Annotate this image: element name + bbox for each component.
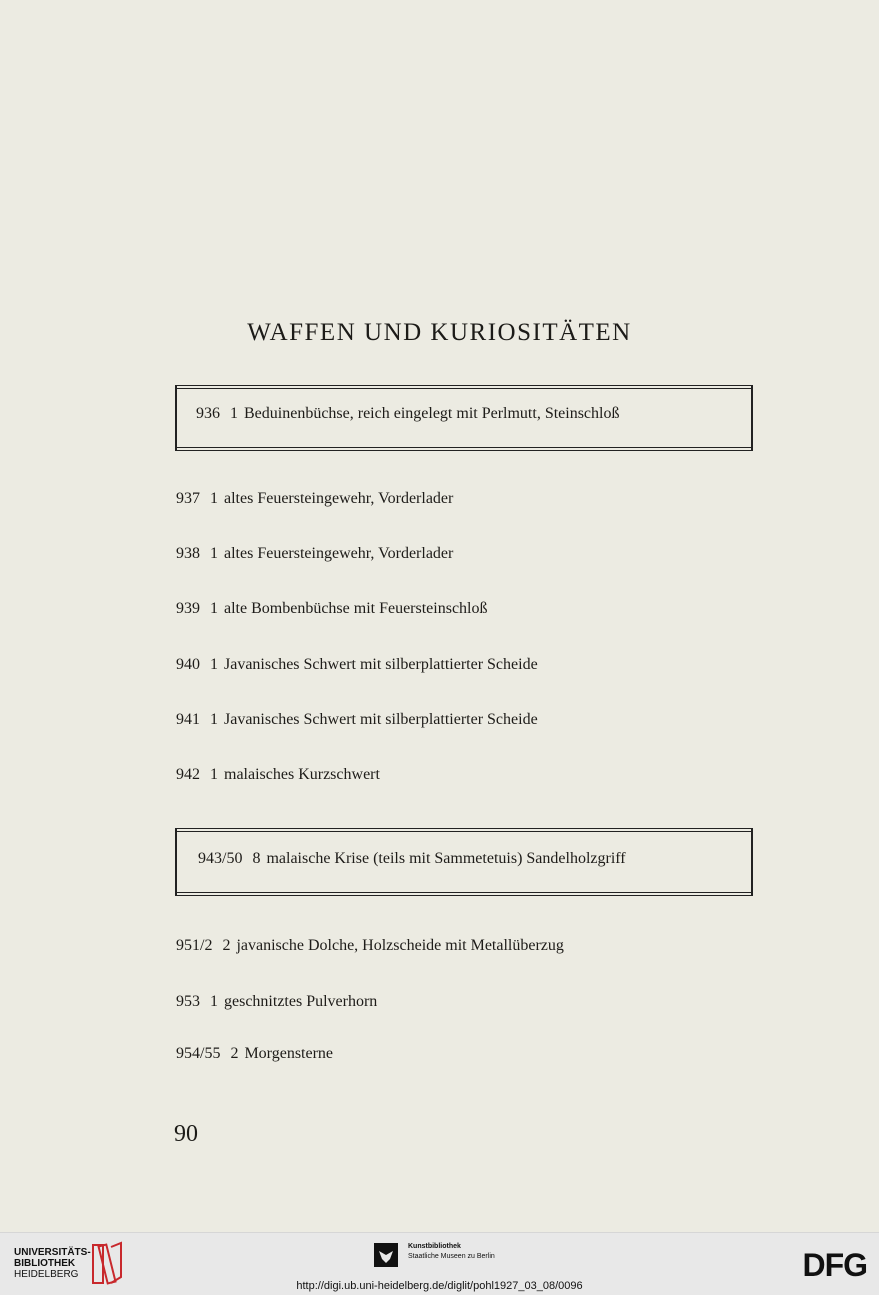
section-heading: WAFFEN UND KURIOSITÄTEN bbox=[247, 319, 632, 346]
kunstbibliothek-eagle-icon bbox=[374, 1243, 398, 1267]
ub-heidelberg-logo[interactable] bbox=[14, 1247, 91, 1280]
entry-number: 938 bbox=[176, 545, 200, 562]
entry-quantity: 1 bbox=[210, 656, 218, 673]
entry-quantity: 1 bbox=[210, 490, 218, 507]
dfg-logo[interactable]: DFG bbox=[802, 1247, 867, 1283]
viewer-footer bbox=[0, 1232, 879, 1295]
entry-description: Javanisches Schwert mit silberplattierter Scheide bbox=[224, 656, 538, 673]
catalog-entry bbox=[176, 993, 377, 1011]
entry-description: malaisches Kurzschwert bbox=[224, 766, 380, 783]
catalog-entry bbox=[176, 600, 488, 618]
entry-number: 939 bbox=[176, 600, 200, 617]
entry-description: altes Feuersteingewehr, Vorderlader bbox=[224, 490, 454, 507]
entry-quantity: 1 bbox=[230, 405, 238, 422]
catalog-entry bbox=[176, 656, 538, 674]
catalog-entry bbox=[196, 405, 619, 423]
entry-quantity: 1 bbox=[210, 600, 218, 617]
entry-description: Morgensterne bbox=[244, 1045, 334, 1062]
entry-number: 937 bbox=[176, 490, 200, 507]
entry-quantity: 1 bbox=[210, 711, 218, 728]
entry-description: geschnitztes Pulverhorn bbox=[224, 993, 378, 1010]
entry-description: altes Feuersteingewehr, Vorderlader bbox=[224, 545, 454, 562]
entry-number: 940 bbox=[176, 656, 200, 673]
entry-quantity: 2 bbox=[230, 1045, 239, 1062]
ub-logo-line: BIBLIOTHEK bbox=[14, 1258, 76, 1269]
entry-quantity: 8 bbox=[252, 850, 261, 867]
entry-number: 953 bbox=[176, 993, 200, 1010]
entry-description: javanische Dolche, Holzscheide mit Metallüberzug bbox=[236, 937, 564, 954]
entry-description: malaische Krise (teils mit Sammetetuis) Sandelholzgriff bbox=[266, 850, 626, 867]
entry-number: 943/50 bbox=[198, 850, 243, 867]
catalog-entry bbox=[198, 850, 626, 868]
entry-number: 954/55 bbox=[176, 1045, 221, 1062]
entry-quantity: 2 bbox=[222, 937, 231, 954]
kb-subtitle: Staatliche Museen zu Berlin bbox=[408, 1253, 495, 1260]
ub-logo-line: HEIDELBERG bbox=[14, 1269, 79, 1280]
entry-number: 936 bbox=[196, 405, 220, 422]
entry-number: 941 bbox=[176, 711, 200, 728]
entry-quantity: 1 bbox=[210, 545, 218, 562]
page-number: 90 bbox=[174, 1121, 198, 1147]
catalog-entry bbox=[176, 490, 453, 508]
entry-quantity: 1 bbox=[210, 993, 218, 1010]
entry-number: 942 bbox=[176, 766, 200, 783]
entry-quantity: 1 bbox=[210, 766, 218, 783]
permalink-url[interactable]: http://digi.ub.uni-heidelberg.de/diglit/pohl1927_03_08/0096 bbox=[296, 1280, 583, 1292]
catalog-entry bbox=[176, 1045, 333, 1063]
entry-description: alte Bombenbüchse mit Feuersteinschloß bbox=[224, 600, 488, 617]
entry-description: Beduinenbüchse, reich eingelegt mit Perlmutt, Steinschloß bbox=[244, 405, 620, 422]
entry-number: 951/2 bbox=[176, 937, 213, 954]
kunstbibliothek-logo[interactable] bbox=[374, 1240, 504, 1266]
kb-title: Kunstbibliothek bbox=[408, 1243, 461, 1250]
ub-logo-line: UNIVERSITÄTS- bbox=[14, 1247, 91, 1258]
catalog-entry bbox=[176, 545, 453, 563]
catalog-entry bbox=[176, 711, 538, 729]
catalog-entry bbox=[176, 766, 380, 784]
catalog-entry bbox=[176, 937, 564, 955]
entry-description: Javanisches Schwert mit silberplattierter Scheide bbox=[224, 711, 538, 728]
